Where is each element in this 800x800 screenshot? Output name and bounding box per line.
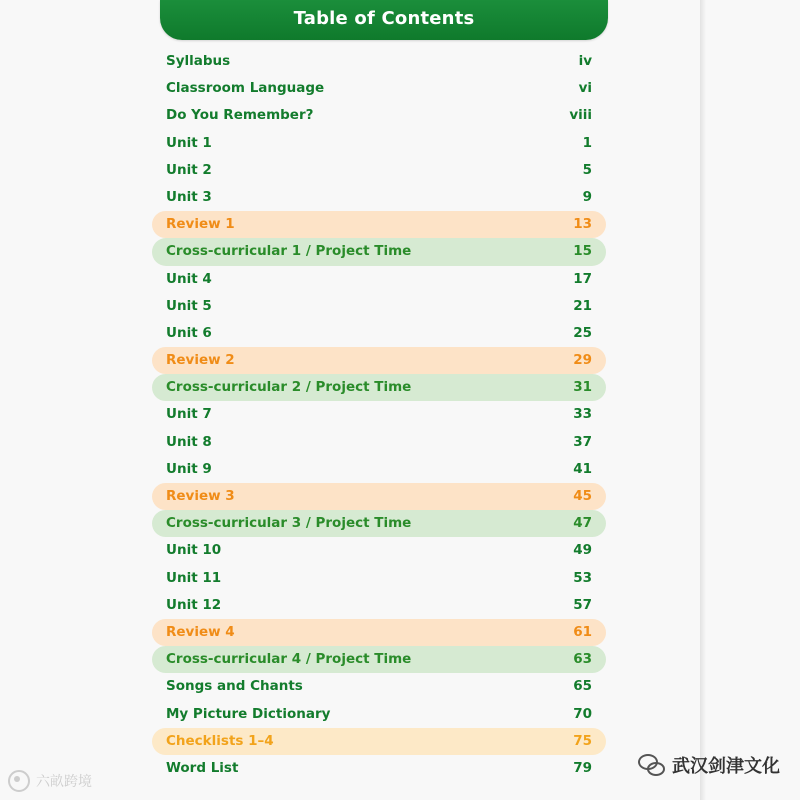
page-edge-shadow	[700, 0, 706, 800]
toc-entry[interactable]	[152, 293, 606, 320]
toc-entry[interactable]	[152, 75, 606, 102]
left-watermark-text: 六畝跨境	[36, 774, 92, 790]
page-title: Table of Contents	[293, 8, 475, 29]
toc-entry[interactable]	[152, 646, 606, 673]
toc-entry-page-number: 13	[573, 216, 592, 233]
toc-entry-page-number: 21	[573, 297, 592, 314]
toc-entry[interactable]	[152, 701, 606, 728]
right-watermark-text: 武汉剑津文化	[672, 756, 780, 777]
toc-entry-title: Unit 11	[166, 569, 222, 586]
toc-entry-title: Unit 3	[166, 188, 212, 205]
toc-entry-title: Word List	[166, 759, 239, 776]
wechat-icon	[638, 754, 664, 776]
toc-entry-page-number: 53	[573, 569, 592, 586]
toc-entry[interactable]	[152, 157, 606, 184]
toc-entry[interactable]	[152, 755, 606, 782]
header-banner	[160, 0, 608, 40]
toc-entry-title: Cross-curricular 1 / Project Time	[166, 243, 412, 260]
toc-entry-title: Unit 9	[166, 460, 212, 477]
toc-entry[interactable]	[152, 537, 606, 564]
toc-entry-title: Syllabus	[166, 53, 231, 69]
toc-entry-title: Cross-curricular 3 / Project Time	[166, 515, 412, 532]
logo-circle-icon	[8, 770, 30, 792]
toc-entry-page-number: 47	[573, 515, 592, 532]
toc-entry[interactable]	[152, 347, 606, 374]
toc-entry-title: Unit 7	[166, 406, 212, 423]
toc-entry[interactable]	[152, 48, 606, 75]
toc-entry-title: Review 3	[166, 488, 235, 504]
toc-entry-page-number: iv	[578, 53, 592, 69]
toc-entry-page-number: 61	[573, 623, 592, 640]
toc-entry[interactable]	[152, 130, 606, 157]
toc-entry-title: Review 1	[166, 216, 235, 233]
toc-entry[interactable]	[152, 211, 606, 238]
toc-entry-page-number: 15	[573, 243, 592, 260]
toc-entry-title: Unit 1	[166, 134, 212, 151]
toc-entry-title: Cross-curricular 4 / Project Time	[166, 651, 412, 668]
toc-entry-page-number: 9	[582, 188, 592, 205]
toc-entry-page-number: 49	[573, 542, 592, 559]
toc-entry[interactable]	[152, 483, 606, 510]
toc-entry-title: Unit 4	[166, 270, 212, 287]
toc-entry-page-number: 45	[573, 488, 592, 504]
toc-entry-title: Songs and Chants	[166, 678, 303, 695]
toc-entry-title: Unit 6	[166, 324, 212, 341]
toc-entry-page-number: 37	[573, 433, 592, 450]
toc-entry-page-number: 17	[573, 270, 592, 287]
toc-entry-page-number: 33	[573, 406, 592, 423]
toc-entry-page-number: 70	[573, 705, 592, 722]
toc-entry-page-number: 63	[573, 651, 592, 668]
toc-entry-page-number: 57	[573, 596, 592, 613]
toc-entry-title: Unit 8	[166, 433, 212, 450]
table-of-contents-list	[152, 48, 606, 782]
toc-entry-page-number: 75	[573, 732, 592, 749]
toc-entry-page-number: 79	[573, 759, 592, 776]
toc-entry-title: Classroom Language	[166, 80, 325, 97]
toc-entry[interactable]	[152, 429, 606, 456]
toc-entry[interactable]	[152, 401, 606, 428]
toc-entry-title: Review 2	[166, 352, 235, 369]
toc-entry[interactable]	[152, 102, 606, 129]
toc-entry[interactable]	[152, 565, 606, 592]
toc-entry-title: Cross-curricular 2 / Project Time	[166, 379, 412, 396]
toc-entry[interactable]	[152, 510, 606, 537]
toc-entry[interactable]	[152, 619, 606, 646]
toc-entry-title: Review 4	[166, 623, 235, 640]
toc-entry-title: Unit 12	[166, 596, 222, 613]
toc-entry[interactable]	[152, 728, 606, 755]
toc-entry[interactable]	[152, 266, 606, 293]
toc-entry-page-number: viii	[569, 107, 592, 124]
toc-entry-page-number: 5	[582, 161, 592, 178]
left-watermark	[8, 770, 92, 792]
toc-entry-page-number: 41	[573, 460, 592, 477]
toc-entry[interactable]	[152, 238, 606, 265]
toc-entry-page-number: 29	[573, 352, 592, 369]
toc-entry-title: Unit 2	[166, 161, 212, 178]
toc-entry[interactable]	[152, 592, 606, 619]
toc-entry[interactable]	[152, 673, 606, 700]
toc-entry-title: Checklists 1–4	[166, 732, 274, 749]
toc-entry-title: Unit 10	[166, 542, 222, 559]
toc-entry[interactable]	[152, 456, 606, 483]
toc-entry[interactable]	[152, 320, 606, 347]
right-watermark	[638, 752, 780, 778]
toc-entry-title: My Picture Dictionary	[166, 705, 331, 722]
toc-entry-page-number: 1	[582, 134, 592, 151]
toc-entry-page-number: vi	[578, 80, 592, 97]
toc-entry-title: Do You Remember?	[166, 107, 314, 124]
toc-entry[interactable]	[152, 184, 606, 211]
toc-entry-page-number: 31	[573, 379, 592, 396]
toc-entry[interactable]	[152, 374, 606, 401]
toc-entry-page-number: 65	[573, 678, 592, 695]
toc-entry-title: Unit 5	[166, 297, 212, 314]
toc-entry-page-number: 25	[573, 324, 592, 341]
